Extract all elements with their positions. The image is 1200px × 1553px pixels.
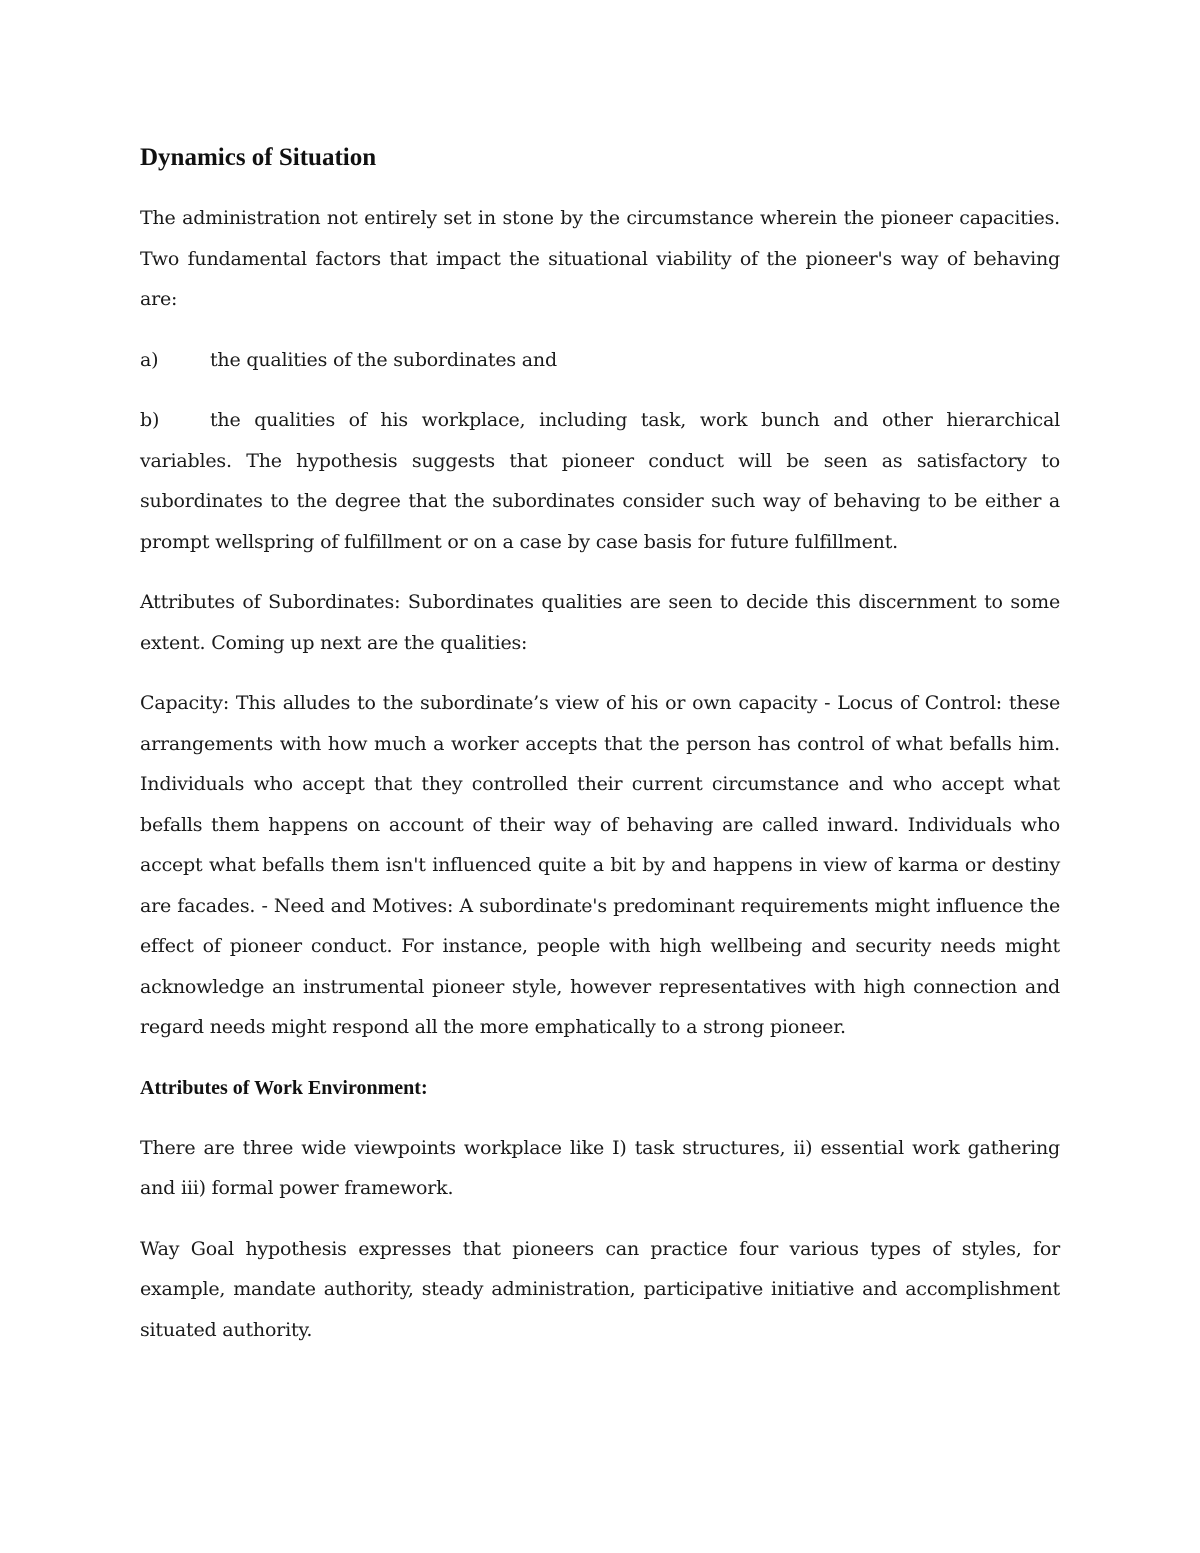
way-goal-paragraph: Way Goal hypothesis expresses that pioneers can practice four various types of styles, for example, mandate authority, steady administration, participative initiative and accomplishment situated authority. (140, 1237, 1060, 1341)
list-item-b (140, 400, 1060, 562)
list-marker: a) (140, 348, 159, 371)
document-title: Dynamics of Situation (140, 144, 377, 171)
intro-paragraph: The administration not entirely set in stone by the circumstance wherein the pioneer capacities. Two fundamental factors that impact the situational viability of the pioneer's way of behaving are: (140, 207, 1060, 310)
work-environment-heading: Attributes of Work Environment: (140, 1076, 428, 1099)
list-item-a (140, 340, 1060, 381)
list-item-text: the qualities of the subordinates and (210, 348, 557, 371)
document-page (140, 138, 1060, 1370)
list-marker: b) (140, 409, 160, 431)
work-environment-paragraph: There are three wide viewpoints workplace like I) task structures, ii) essential work gathering and iii) formal power framework. (140, 1136, 1060, 1199)
list-item-text: the qualities of his workplace, including task, work bunch and other hierarchical variables. The hypothesis suggests that pioneer conduct will be seen as satisfactory to subordinates to the degree that the subordinates consider such way of behaving to be either a prompt wellspring of fulfillment or on a case by case basis for future fulfillment. (140, 409, 1060, 553)
capacity-paragraph: Capacity: This alludes to the subordinate’s view of his or own capacity - Locus of Control: these arrangements with how much a worker accepts that the person has control of what befalls him. Individuals who accept that they controlled their current circumstance and who accept what befalls them happens on account of their way of behaving are called inward. Individuals who accept what befalls them isn't influenced quite a bit by and happens in view of karma or destiny are facades. - Need and Motives: A subordinate's predominant requirements might influence the effect of pioneer conduct. For instance, people with high wellbeing and security needs might acknowledge an instrumental pioneer style, however representatives with high connection and regard needs might respond all the more emphatically to a strong pioneer. (140, 692, 1060, 1038)
attributes-subordinates-paragraph: Attributes of Subordinates: Subordinates qualities are seen to decide this discernment to some extent. Coming up next are the qualities: (140, 591, 1060, 654)
